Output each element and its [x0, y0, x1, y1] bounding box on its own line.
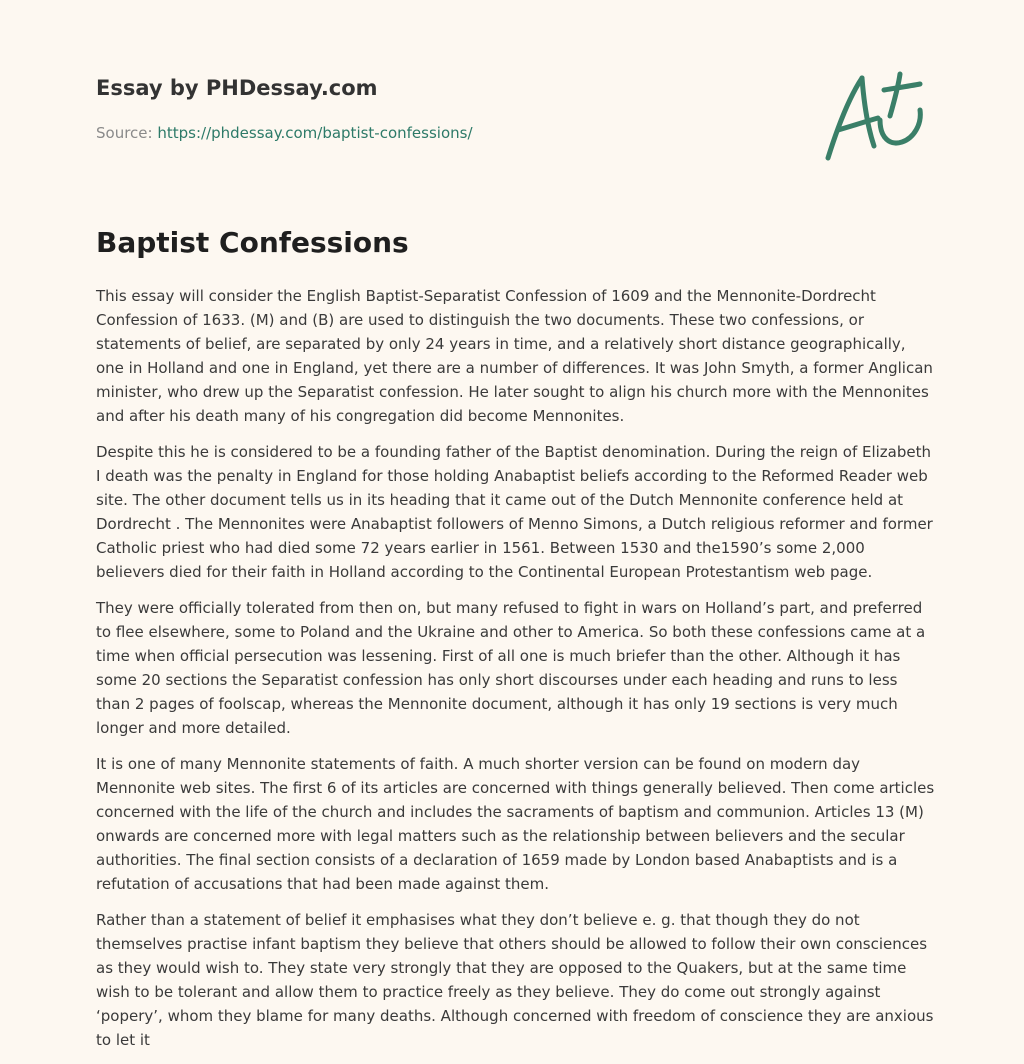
essay-title: Baptist Confessions — [96, 226, 409, 259]
source-label: Source: — [96, 124, 153, 142]
source-line — [96, 124, 473, 142]
site-brand: Essay by PHDessay.com — [96, 76, 378, 100]
source-link[interactable]: https://phdessay.com/baptist-confessions/ — [157, 124, 473, 142]
a-plus-logo-icon — [818, 66, 930, 166]
paragraph: This essay will consider the English Baptist-Separatist Confession of 1609 and the Mennonite-Dordrecht Confession of 1633. (M) and (B) are used to distinguish the two documents. These two confessions, or statements of belief, are separated by only 24 years in time, and a relatively short distance geographically, one in Holland and one in England, yet there are a number of differences. It was John Smyth, a former Anglican minister, who drew up the Separatist confession. He later sought to align his church more with the Mennonites and after his death many of his congregation did become Mennonites. — [96, 287, 933, 425]
paragraph: It is one of many Mennonite statements of faith. A much shorter version can be found on modern day Mennonite web sites. The first 6 of its articles are concerned with things generally believed. Then come articles concerned with the life of the church and includes the sacraments of baptism and communion. Articles 13 (M) onwards are concerned more with legal matters such as the relationship between believers and the secular authorities. The final section consists of a declaration of 1659 made by London based Anabaptists and is a refutation of accusations that had been made against them. — [96, 755, 935, 893]
essay-body — [96, 284, 936, 1064]
paragraph: Rather than a statement of belief it emphasises what they don’t believe e. g. that though they do not themselves practise infant baptism they believe that others should be allowed to follow their own consciences as they would wish to. They state very strongly that they are opposed to the Quakers, but at the same time wish to be tolerant and allow them to practice freely as they believe. They do come out strongly against ‘popery’, whom they blame for many deaths. Although concerned with freedom of conscience they are anxious to let it — [96, 911, 934, 1049]
paragraph: They were officially tolerated from then on, but many refused to fight in wars on Holland’s part, and preferred to flee elsewhere, some to Poland and the Ukraine and other to America. So both these confessions came at a time when official persecution was lessening. First of all one is much briefer than the other. Although it has some 20 sections the Separatist confession has only short discourses under each heading and runs to less than 2 pages of foolscap, whereas the Mennonite document, although it has only 19 sections is very much longer and more detailed. — [96, 599, 926, 737]
paragraph: Despite this he is considered to be a founding father of the Baptist denomination. During the reign of Elizabeth I death was the penalty in England for those holding Anabaptist beliefs according to the Reformed Reader web site. The other document tells us in its heading that it came out of the Dutch Mennonite conference held at Dordrecht . The Mennonites were Anabaptist followers of Menno Simons, a Dutch religious reformer and former Catholic priest who had died some 72 years earlier in 1561. Between 1530 and the1590’s some 2,000 believers died for their faith in Holland according to the Continental European Protestantism web page. — [96, 443, 933, 581]
